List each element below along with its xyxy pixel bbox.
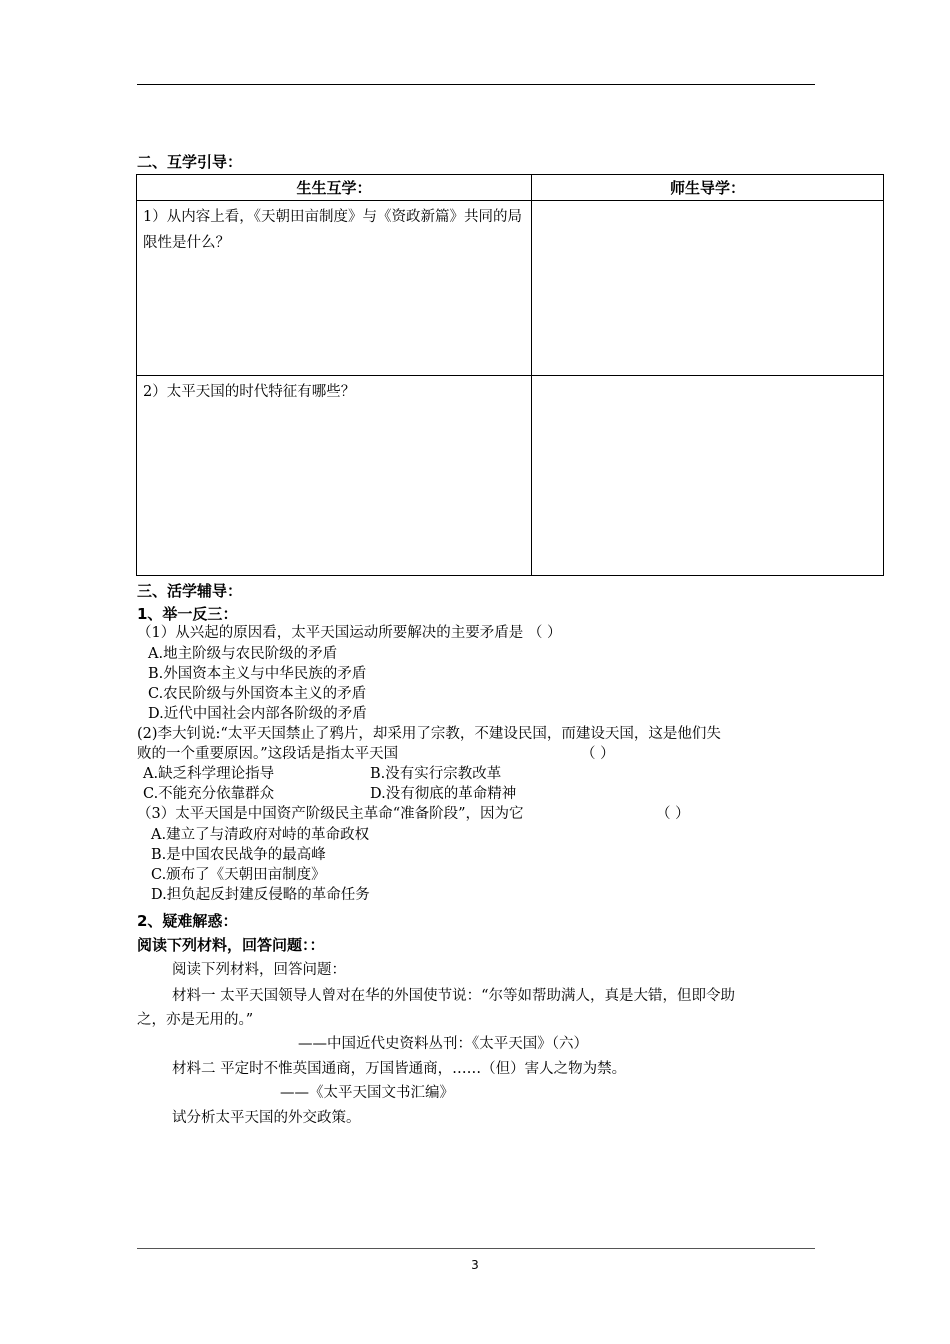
question-cell — [137, 201, 532, 376]
question-1-stem: （1）从兴起的原因看，太平天国运动所要解决的主要矛盾是 （ ） — [137, 625, 562, 641]
table-header-row — [137, 175, 884, 201]
header-rule — [137, 84, 815, 85]
material-1-line1: 材料一 太平天国领导人曾对在华的外国使节说：“尔等如帮助满人，真是大错，但即令助 — [172, 988, 736, 1004]
question-2-option-b: B.没有实行宗教改革 — [370, 766, 502, 782]
question-2-answer-blank: （ ） — [581, 746, 615, 762]
question-1-option-a: A.地主阶级与农民阶级的矛盾 — [148, 646, 338, 662]
answer-text — [532, 376, 883, 379]
question-3-answer-blank: （ ） — [656, 806, 690, 822]
question-3-option-c: C.颁布了《天朝田亩制度》 — [151, 867, 326, 883]
question-1-option-d: D.近代中国社会内部各阶级的矛盾 — [148, 706, 367, 722]
reading-instruction: 阅读下列材料，回答问题：： — [137, 936, 325, 954]
question-3-option-b: B.是中国农民战争的最高峰 — [151, 847, 326, 863]
question-1-option-b: B.外国资本主义与中华民族的矛盾 — [148, 666, 367, 682]
question-2-stem-line1: (2)李大钊说:“太平天国禁止了鸦片，却采用了宗教，不建设民国，而建设天国，这是他们失 — [137, 726, 721, 742]
table-row — [137, 376, 884, 576]
answer-cell[interactable] — [532, 376, 884, 576]
question-text: 1）从内容上看，《天朝田亩制度》与《资政新篇》共同的局限性是什么？ — [143, 209, 522, 251]
guidance-table — [136, 174, 884, 576]
question-2-option-d: D.没有彻底的革命精神 — [370, 786, 517, 802]
subsection-heading-difficult-questions: 2、疑难解惑： — [137, 912, 238, 930]
question-1-option-c: C.农民阶级与外国资本主义的矛盾 — [148, 686, 367, 702]
question-2-option-c: C.不能充分依靠群众 — [143, 786, 275, 802]
page-number: 3 — [471, 1258, 479, 1272]
analysis-question: 试分析太平天国的外交政策。 — [172, 1110, 361, 1126]
material-1-source: ——中国近代史资料丛刊：《太平天国》（六） — [298, 1036, 588, 1052]
reading-intro: 阅读下列材料，回答问题： — [172, 962, 346, 978]
question-text: 2）太平天国的时代特征有哪些？ — [143, 384, 356, 400]
material-2-text: 材料二 平定时不惟英国通商，万国皆通商，……（但）害人之物为禁。 — [172, 1061, 627, 1077]
material-2-source: ——《太平天国文书汇编》 — [280, 1085, 454, 1101]
column-header-teacher-guidance: 师生导学： — [532, 175, 884, 201]
question-3-stem: （3）太平天国是中国资产阶级民主革命“准备阶段”，因为它 — [137, 806, 524, 822]
table-row — [137, 201, 884, 376]
answer-cell[interactable] — [532, 201, 884, 376]
footer-rule — [137, 1248, 815, 1249]
answer-text — [532, 201, 883, 204]
question-cell — [137, 376, 532, 576]
subsection-heading-practice: 1、举一反三： — [137, 605, 238, 623]
material-1-line2: 之，亦是无用的。” — [137, 1012, 254, 1028]
question-2-stem-line2: 败的一个重要原因。”这段话是指太平天国 — [137, 746, 399, 762]
section-heading-active-learning: 三、活学辅导： — [137, 582, 243, 600]
question-2-option-a: A.缺乏科学理论指导 — [143, 766, 275, 782]
section-heading-mutual-guidance: 二、互学引导： — [137, 153, 243, 171]
question-3-option-d: D.担负起反封建反侵略的革命任务 — [151, 887, 370, 903]
column-header-peer-learning: 生生互学： — [137, 175, 532, 201]
question-3-option-a: A.建立了与清政府对峙的革命政权 — [151, 827, 370, 843]
